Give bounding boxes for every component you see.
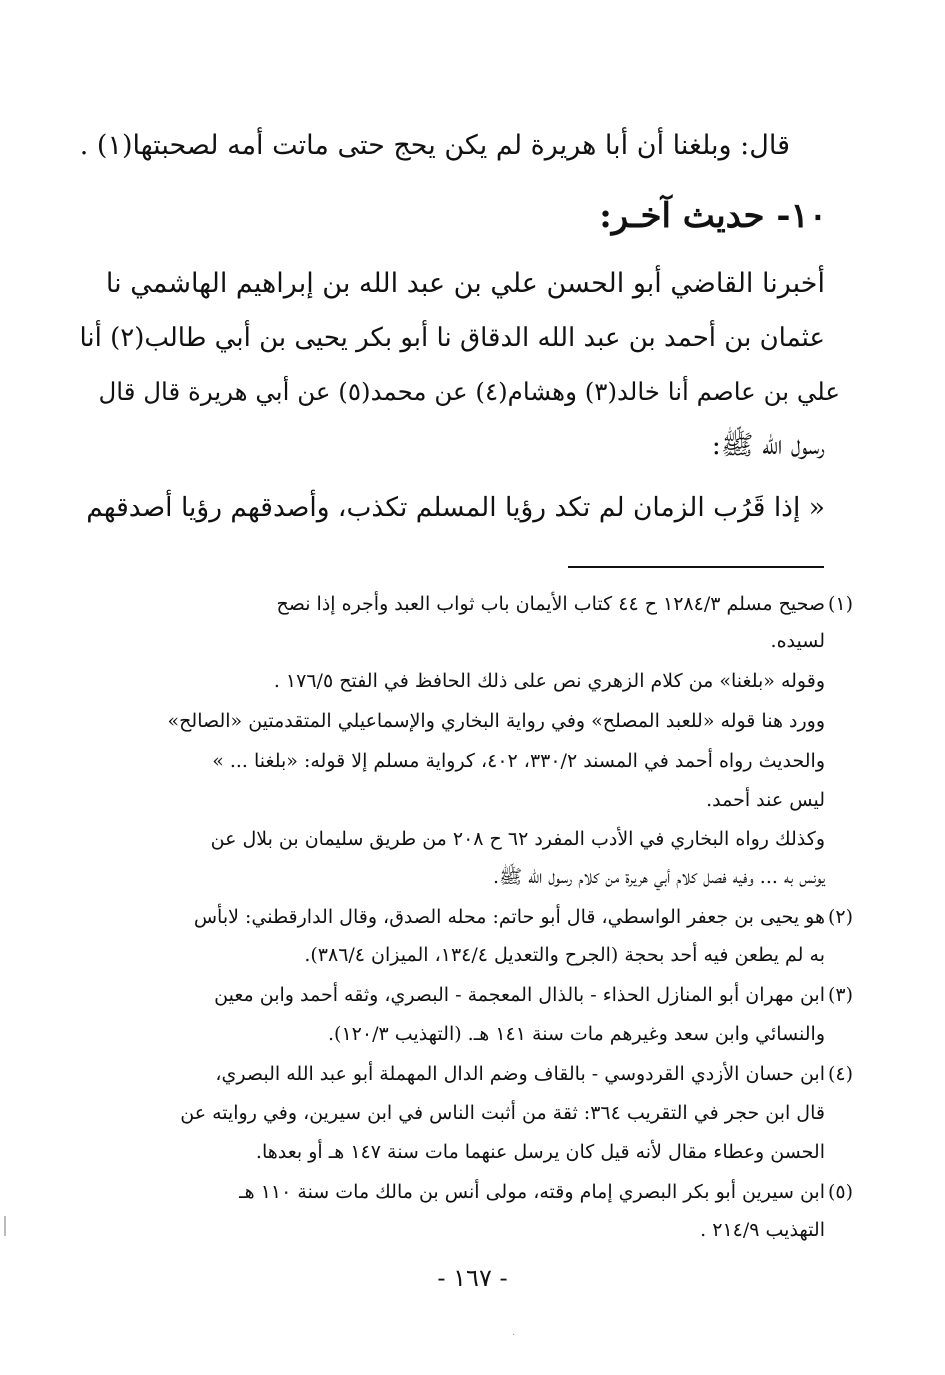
footnote-line: الحسن وعطاء مقال لأنه قيل كان يرسل عنهما مات سنة ١٤٧ هـ أو بعدها. [255, 1141, 825, 1163]
footnote-number: (٥) [827, 1181, 853, 1203]
footnote-line: ابن حسان الأزدي القردوسي - بالقاف وضم الدال المهملة أبو عبد الله البصري، [215, 1063, 825, 1085]
body-line: « إذا قَرُب الزمان لم تكد رؤيا المسلم تكذب، وأصدقهم رؤيا أصدقهم [86, 492, 825, 523]
scan-speck: · [512, 1330, 516, 1341]
footnote-line: التهذيب ٢١٤/٩ . [700, 1219, 825, 1241]
footnote-line: لسيده. [770, 630, 825, 652]
footnote-line: وقوله «بلغنا» من كلام الزهري نص على ذلك الحافظ في الفتح ١٧٦/٥ . [273, 670, 825, 692]
footnote-line: هو يحيى بن جعفر الواسطي، قال أبو حاتم: محله الصدق، وقال الدارقطني: لابأس [193, 906, 825, 928]
body-line: علي بن عاصم أنا خالد(٣) وهشام(٤) عن محمد(٥) عن أبي هريرة قال قال [98, 377, 840, 406]
footnote-line: ابن سيرين أبو بكر البصري إمام وقته، مولى أنس بن مالك مات سنة ١١٠ هـ [239, 1181, 825, 1203]
footnote-number: (١) [827, 593, 853, 615]
footnote-line: ابن مهران أبو المنازل الحذاء - بالذال المعجمة - البصري، وثقه أحمد وابن معين [214, 984, 825, 1006]
page-number: - ١٦٧ - [437, 1264, 508, 1292]
footnote-number: (٢) [827, 906, 853, 928]
body-line: رسول الله ﷺ: [711, 430, 825, 461]
footnote-line: به لم يطعن فيه أحد بحجة (الجرح والتعديل ١٣٤/٤، الميزان ٣٨٦/٤). [304, 944, 825, 966]
body-line: أخبرنا القاضي أبو الحسن علي بن عبد الله بن إبراهيم الهاشمي نا [105, 268, 825, 299]
footnote-number: (٣) [827, 984, 853, 1006]
footnote-line: صحيح مسلم ١٢٨٤/٣ ح ٤٤ كتاب الأيمان باب ثواب العبد وأجره إذا نصح [276, 593, 825, 615]
intro-line: قال: وبلغنا أن أبا هريرة لم يكن يحج حتى ماتت أمه لصحبتها(١) . [79, 130, 790, 161]
footnote-line: يونس به ... وفيه فصل كلام أبي هريرة من كلام رسول الله ﷺ. [493, 866, 825, 888]
footnote-line: ليس عند أحمد. [706, 789, 825, 811]
footnote-line: وكذلك رواه البخاري في الأدب المفرد ٦٢ ح ٢٠٨ من طريق سليمان بن بلال عن [210, 828, 825, 850]
footnote-line: قال ابن حجر في التقريب ٣٦٤: ثقة من أثبت الناس في ابن سيرين، وفي روايته عن [180, 1102, 825, 1124]
footnote-separator [568, 566, 824, 568]
footnote-line: والنسائي وابن سعد وغيرهم مات سنة ١٤١ هـ. (التهذيب ١٢٠/٣). [328, 1023, 825, 1045]
footnote-line: والحديث رواه أحمد في المسند ٣٣٠/٢، ٤٠٢، كرواية مسلم إلا قوله: «بلغنا ... » [212, 750, 825, 772]
footnote-number: (٤) [827, 1063, 853, 1085]
section-heading: ١٠- حديث آخـر: [599, 196, 827, 236]
scan-mark [4, 1216, 6, 1236]
body-line: عثمان بن أحمد بن عبد الله الدقاق نا أبو بكر يحيى بن أبي طالب(٢) أنا [79, 323, 825, 353]
footnote-line: وورد هنا قوله «للعبد المصلح» وفي رواية البخاري والإسماعيلي المتقدمتين «الصالح» [167, 710, 825, 732]
